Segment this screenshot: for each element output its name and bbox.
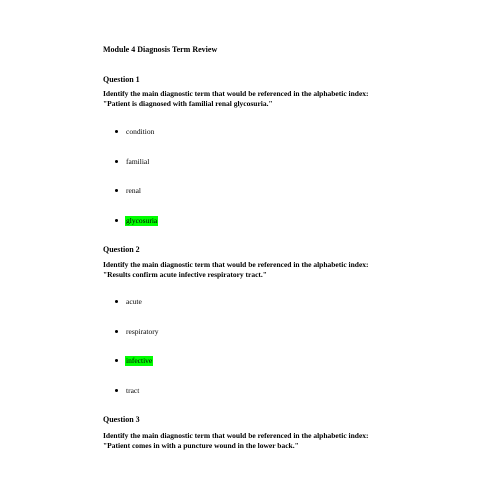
question-1-heading: Question 1 xyxy=(103,75,140,84)
document-title: Module 4 Diagnosis Term Review xyxy=(103,45,218,54)
bullet-icon xyxy=(115,300,118,303)
question-1-prompt-line-2: "Patient is diagnosed with familial renal glycosuria." xyxy=(103,98,273,108)
bullet-icon xyxy=(115,189,118,192)
question-3-heading: Question 3 xyxy=(103,415,140,424)
question-2-option-1[interactable] xyxy=(115,297,143,307)
question-1-option-1[interactable] xyxy=(115,127,155,137)
question-1-option-2[interactable] xyxy=(115,157,150,167)
option-label: acute xyxy=(126,297,142,306)
question-3-prompt-line-2: "Patient comes in with a puncture wound in the lower back." xyxy=(103,440,299,450)
option-label: tract xyxy=(126,386,140,395)
option-label-highlighted: glycosuria xyxy=(126,216,158,225)
bullet-icon xyxy=(115,330,118,333)
option-label: familial xyxy=(126,157,150,166)
question-1-option-3[interactable] xyxy=(115,186,142,196)
bullet-icon xyxy=(115,130,118,133)
option-label: respiratory xyxy=(126,327,159,336)
question-3-prompt-line-1: Identify the main diagnostic term that would be referenced in the alphabetic index: xyxy=(103,431,369,440)
question-2-heading: Question 2 xyxy=(103,245,140,254)
question-2-prompt-line-2: "Results confirm acute infective respiratory tract." xyxy=(103,269,267,279)
question-2-prompt xyxy=(103,260,403,279)
question-3-prompt xyxy=(103,431,403,450)
bullet-icon xyxy=(115,160,118,163)
option-label: condition xyxy=(126,127,155,136)
question-1-option-4[interactable] xyxy=(115,216,158,226)
question-2-option-3[interactable] xyxy=(115,356,153,366)
question-1-prompt-line-1: Identify the main diagnostic term that would be referenced in the alphabetic index: xyxy=(103,89,369,98)
option-label-highlighted: infective xyxy=(126,356,153,365)
question-2-option-4[interactable] xyxy=(115,386,140,396)
option-label: renal xyxy=(126,186,141,195)
question-2-option-2[interactable] xyxy=(115,327,160,337)
bullet-icon xyxy=(115,389,118,392)
question-1-prompt xyxy=(103,89,403,108)
bullet-icon xyxy=(115,219,118,222)
question-2-prompt-line-1: Identify the main diagnostic term that would be referenced in the alphabetic index: xyxy=(103,260,369,269)
bullet-icon xyxy=(115,359,118,362)
